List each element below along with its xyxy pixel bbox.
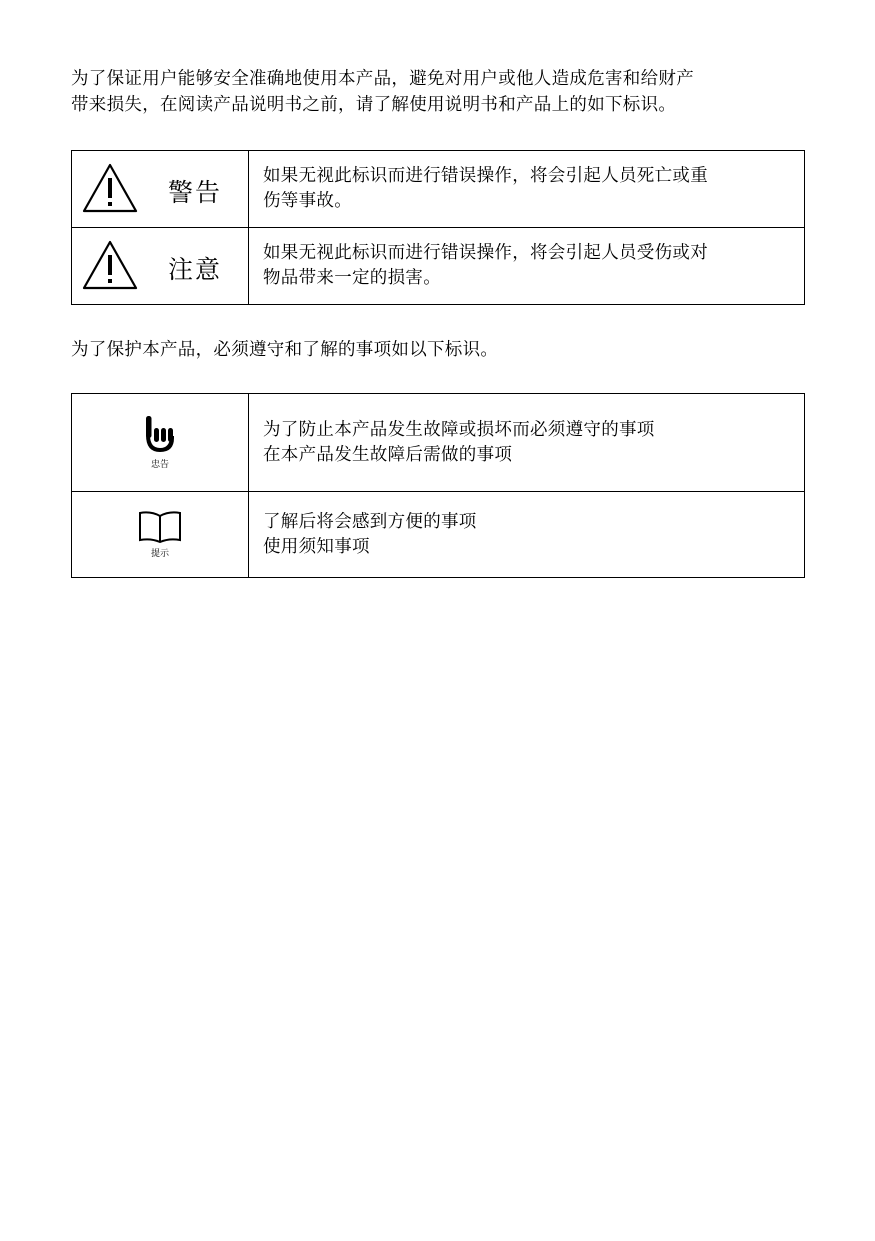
hint-description: 了解后将会感到方便的事项 使用须知事项	[249, 492, 805, 578]
warning-triangle-icon	[81, 162, 139, 214]
warning-description: 如果无视此标识而进行错误操作，将会引起人员死亡或重 伤等事故。	[249, 151, 805, 228]
warning-label: 警告	[168, 178, 223, 207]
advice-row	[72, 394, 805, 492]
advice-icon-label: 忠告	[150, 460, 169, 470]
intro-line-2: 带来损失，在阅读产品说明书之前，请了解使用说明书和产品上的如下标识。	[71, 95, 677, 115]
protection-paragraph: 为了保护本产品，必须遵守和了解的事项如以下标识。	[71, 340, 499, 360]
advice-description: 为了防止本产品发生故障或损坏而必须遵守的事项 在本产品发生故障后需做的事项	[249, 394, 805, 492]
notice-symbol-table	[71, 393, 805, 578]
hint-row	[72, 492, 805, 578]
caution-triangle-icon	[81, 239, 139, 291]
caution-row	[72, 228, 805, 305]
hint-icon-label: 提示	[150, 549, 169, 559]
raised-hand-icon	[143, 415, 177, 455]
warning-symbol-table	[71, 150, 805, 305]
caution-description: 如果无视此标识而进行错误操作，将会引起人员受伤或对 物品带来一定的损害。	[249, 228, 805, 305]
intro-line-1: 为了保证用户能够安全准确地使用本产品，避免对用户或他人造成危害和给财产	[71, 69, 694, 89]
intro-paragraph	[71, 66, 811, 118]
caution-label: 注意	[168, 255, 223, 284]
warning-row	[72, 151, 805, 228]
open-book-icon	[137, 510, 183, 544]
